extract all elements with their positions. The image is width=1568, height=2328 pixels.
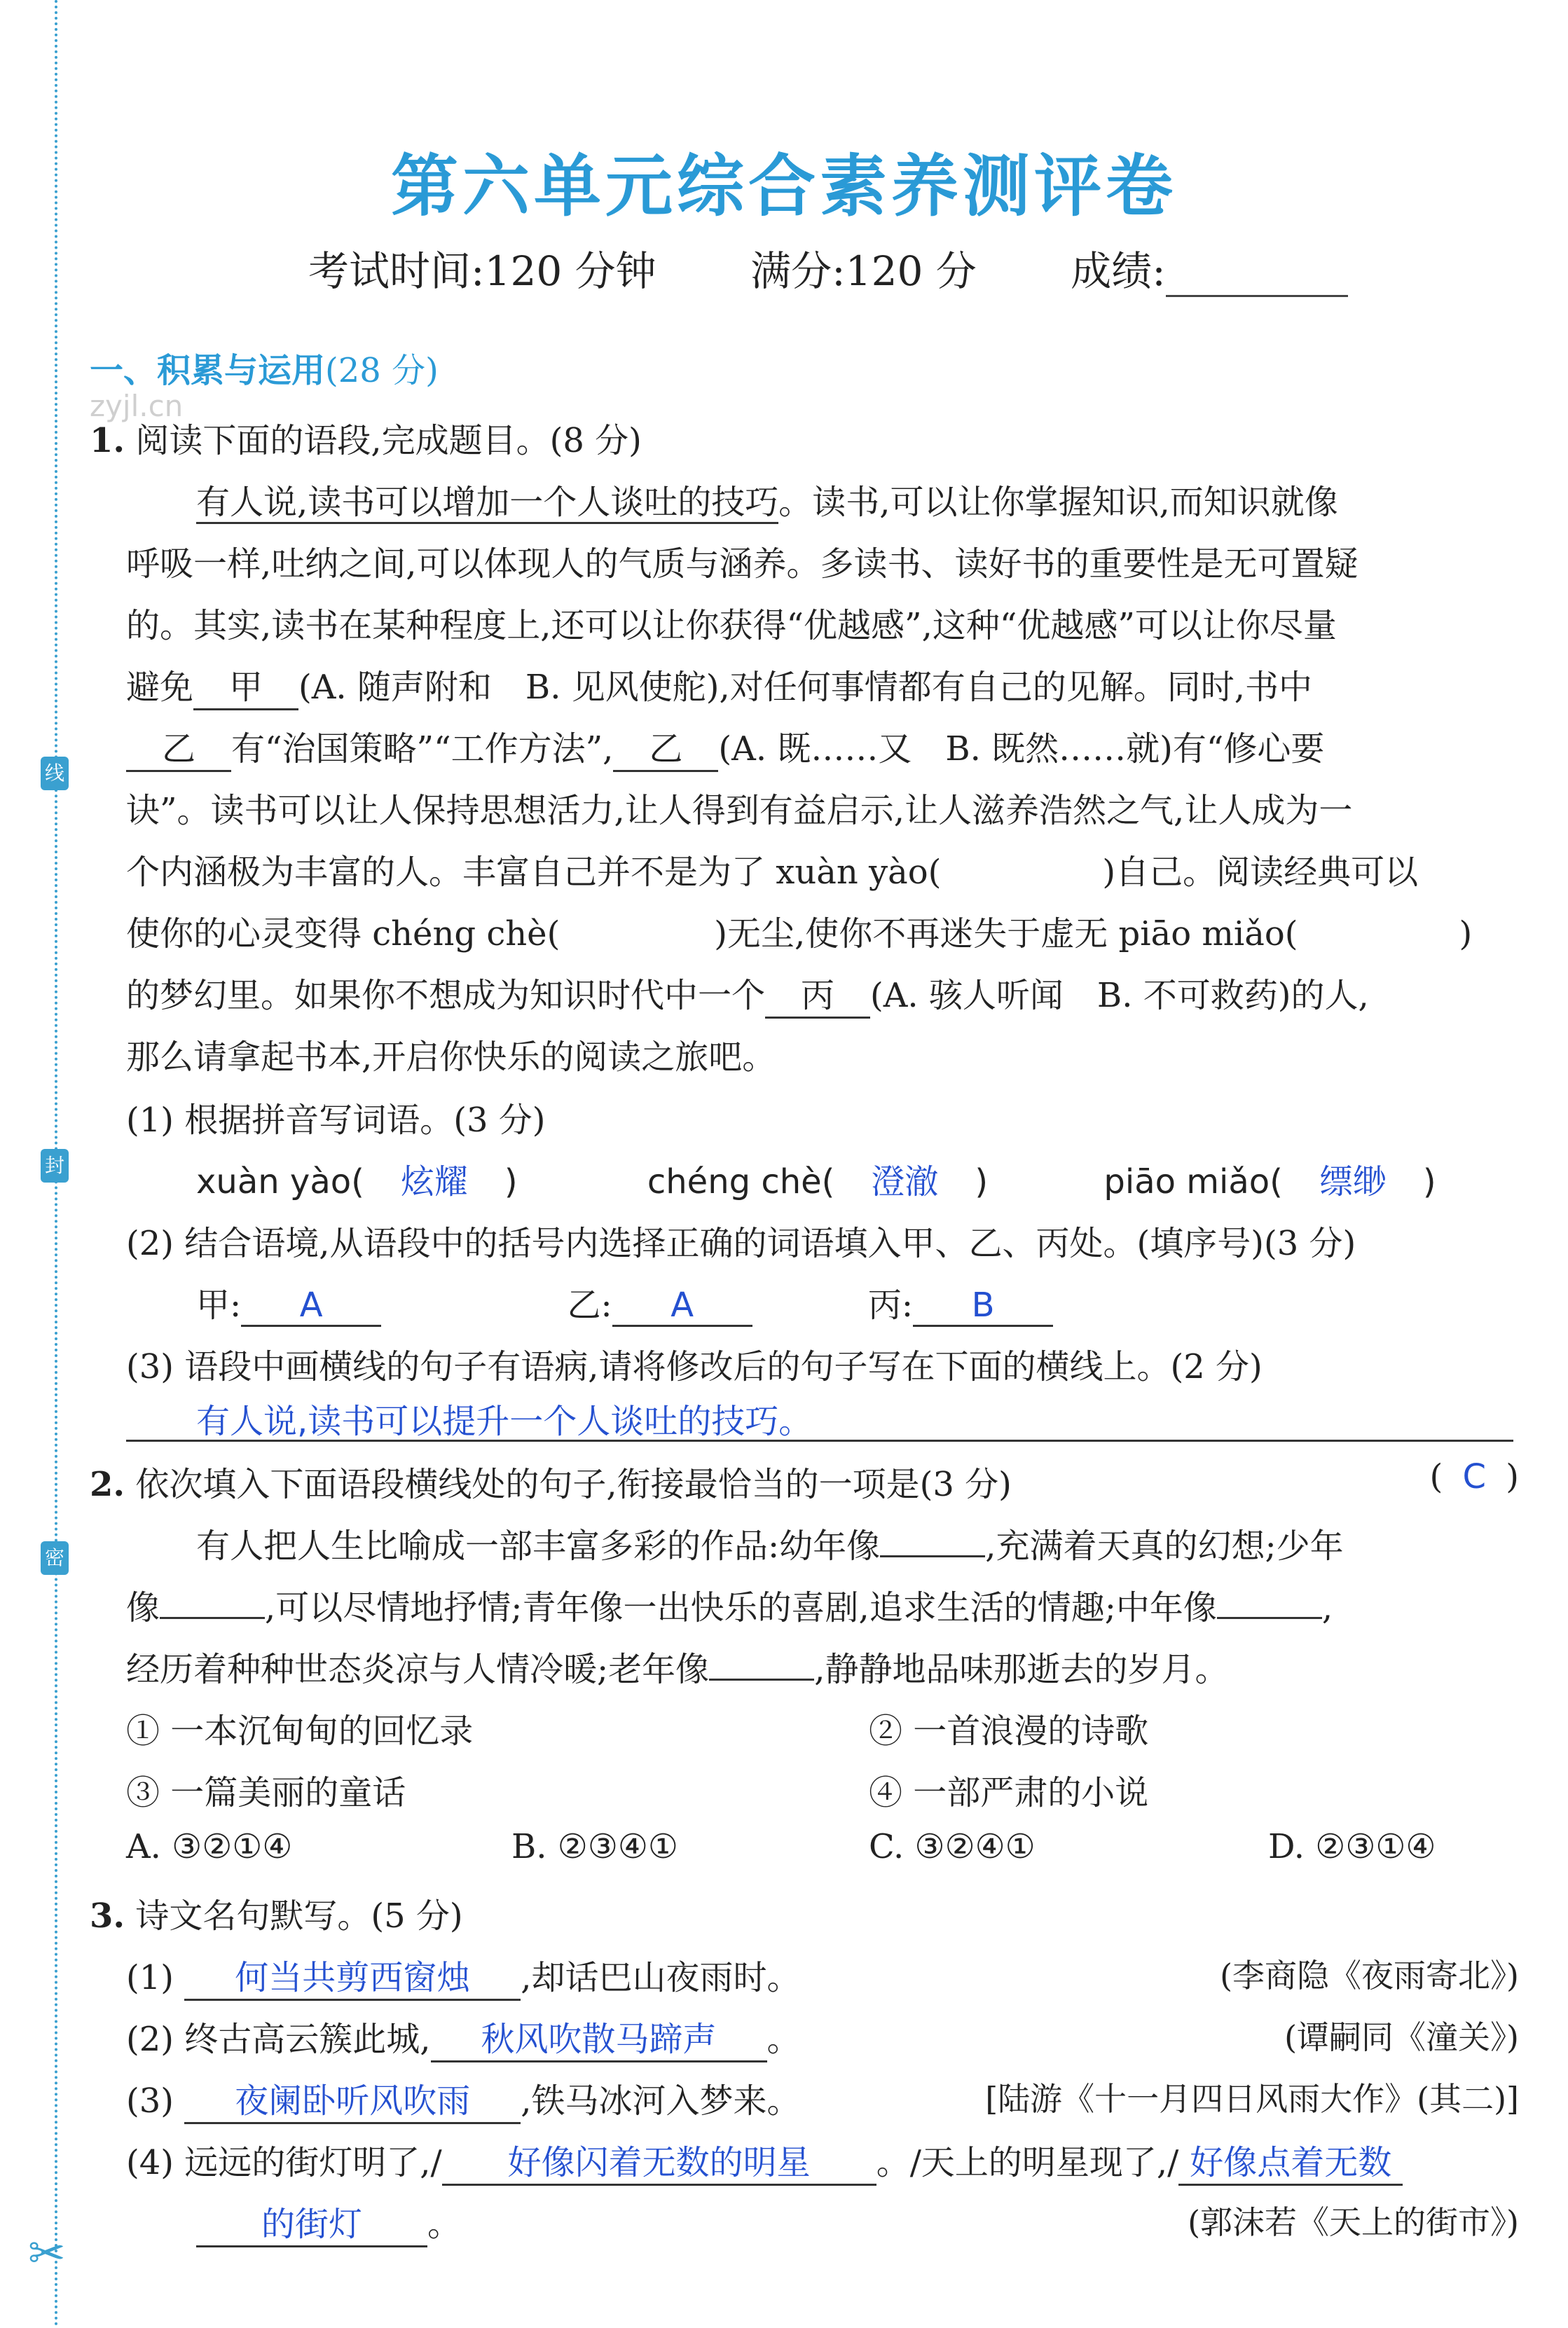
q2-answer-box [1430,1457,1519,1496]
q2-prompt-text: 依次填入下面语段横线处的句子,衔接最恰当的一项是(3 分) [135,1465,1012,1504]
scissors-icon: ✂ [28,2228,66,2280]
q2-choice-b[interactable]: B. ②③④① [511,1827,678,1866]
text: 。/天上的明星现了,/ [876,2143,1179,2182]
poem-source: (郭沫若《天上的街市》) [1188,2203,1519,2241]
text: 经历着种种世态炎凉与人情冷暖;老年像 [126,1650,710,1689]
text: ) [1422,1162,1436,1201]
text: ( [1429,1457,1443,1496]
q1-sub2-answers [196,1278,1519,1327]
q2-choice-a[interactable]: A. ③②①④ [126,1827,293,1866]
pinyin: piāo miǎo( [1103,1162,1283,1201]
q1-para-line [126,968,1519,1019]
blank[interactable] [880,1555,985,1557]
section-heading [90,343,439,392]
label: 乙: [567,1286,612,1325]
text: (A. 既……又 B. 既然……就)有“修心要 [718,729,1325,769]
q1-para-line [196,475,1519,523]
text: 的梦幻里。如果你不想成为知识时代中一个 [126,976,766,1015]
text: ,充满着天真的幻想;少年 [985,1527,1344,1566]
q1-para-line [126,722,1519,772]
poem-source: (谭嗣同《潼关》) [1284,2018,1519,2056]
answer-field[interactable]: 好像闪着无数的明星 [442,2135,876,2186]
answer-field[interactable]: 的街灯 [196,2197,427,2247]
text: ) [975,1162,989,1201]
answer-field[interactable]: A [241,1286,381,1327]
pinyin: xuàn yào( [196,1162,364,1201]
section-points: (28 分) [325,351,439,390]
margin-tag-feng: 封 [41,1149,69,1183]
text: (A. 随声附和 B. 见风使舵),对任何事情都有自己的见解。同时,书中 [298,668,1312,707]
text: (A. 骇人听闻 B. 不可救药)的人, [870,976,1369,1015]
exam-time: 考试时间:120 分钟 [308,247,656,295]
text: )自己。阅读经典可以 [1102,853,1419,892]
answer-field[interactable]: 好像点着无数 [1178,2135,1403,2186]
answer-field[interactable]: 缥缈 [1319,1162,1387,1201]
text: ,铁马冰河入梦来。 [521,2081,801,2121]
page-title: 第六单元综合素养测评卷 [391,146,1177,226]
text: ,静静地品味那逝去的岁月。 [814,1650,1229,1689]
text: 避免 [126,668,194,707]
watermark: zyjl.cn [90,389,184,423]
text: , [1321,1588,1333,1627]
text: 有人把人生比喻成一部丰富多彩的作品:幼年像 [196,1527,881,1566]
q1-number: 1. [90,421,125,460]
poem-source: (李商隐《夜雨寄北》) [1220,1957,1519,1995]
text: 使你的心灵变得 chéng chè( [126,914,561,953]
q1-para-line [126,660,1519,710]
q2-choice-d[interactable]: D. ②③①④ [1268,1827,1436,1866]
q1-para-line: 那么请拿起书本,开启你快乐的阅读之旅吧。 [126,1038,776,1077]
blank[interactable] [1217,1617,1322,1619]
q1-sub1-label: (1) 根据拼音写词语。(3 分) [126,1101,546,1140]
score-blank[interactable] [1166,260,1348,297]
q1-para-line: 诀”。读书可以让人保持思想活力,让人得到有益启示,让人滋养浩然之气,让人成为一 [126,791,1353,830]
q1-sub1-answers [196,1155,1519,1203]
answer-field[interactable]: B [913,1286,1053,1327]
text: 。 [766,2020,801,2059]
text: (1) [126,1958,174,1997]
q2-item: ② 一首浪漫的诗歌 [869,1711,1149,1751]
text: (2) 终古高云簇此城, [126,2020,431,2059]
q2-choice-c[interactable]: C. ③②④① [869,1827,1036,1866]
answer-field[interactable]: A [612,1286,752,1327]
text: ) [504,1162,518,1201]
poem-source: [陆游《十一月四日风雨大作》(其二)] [985,2080,1519,2118]
q2-answer[interactable]: C [1462,1457,1487,1496]
answer-field[interactable]: 何当共剪西窗烛 [184,1950,521,2001]
answer-field[interactable]: 夜阑卧听风吹雨 [184,2074,521,2124]
text: (3) [126,2081,174,2121]
q3-prompt [90,1889,1519,1937]
blank[interactable] [709,1679,814,1681]
margin-tag-mi: 密 [41,1541,69,1575]
pinyin: chéng chè( [647,1162,835,1201]
q2-para-line [196,1519,1519,1567]
answer-field[interactable]: 炫耀 [400,1162,468,1201]
exam-score-label: 成绩: [1071,247,1166,295]
q1-sub3-answer[interactable]: 有人说,读书可以提升一个人谈吐的技巧。 [196,1402,813,1441]
answer-line [126,1440,1513,1442]
text: ) [1459,914,1473,953]
exam-full-score: 满分:120 分 [750,247,977,295]
q1-para-line: 的。其实,读书在某种程度上,还可以让你获得“优越感”,这种“优越感”可以让你尽量 [126,606,1337,645]
q2-prompt [90,1457,1519,1506]
q2-number: 2. [90,1465,125,1504]
answer-field[interactable]: 澄澈 [871,1162,939,1201]
blank-yi-1[interactable]: 乙 [126,722,231,772]
q2-item: ① 一本沉甸甸的回忆录 [126,1711,474,1751]
blank-jia[interactable]: 甲 [193,660,298,710]
text: ,却话巴山夜雨时。 [521,1958,801,1997]
q2-para-line [126,1580,1519,1629]
label: 丙: [867,1286,914,1325]
blank-bing[interactable]: 丙 [765,968,870,1019]
blank-yi-2[interactable]: 乙 [613,722,718,772]
text: 。 [427,2205,462,2244]
q3-line-4 [126,2135,1519,2186]
section-label: 一、积累与运用 [90,351,326,390]
q1-prompt-text: 阅读下面的语段,完成题目。(8 分) [135,421,642,460]
q1-sub2-label: (2) 结合语境,从语段中的括号内选择正确的词语填入甲、乙、丙处。(填序号)(3 分) [126,1224,1356,1263]
text: ,可以尽情地抒情;青年像一出快乐的喜剧,追求生活的情趣;中年像 [265,1588,1217,1627]
text: )无尘,使你不再迷失于虚无 piāo miǎo( [714,914,1298,953]
underlined-sentence: 有人说,读书可以增加一个人谈吐的技巧 [196,483,778,524]
q1-prompt [90,413,1519,462]
text: ) [1506,1457,1519,1496]
q2-item: ③ 一篇美丽的童话 [126,1773,406,1812]
text: (4) 远远的街灯明了,/ [126,2143,442,2182]
q3-prompt-text: 诗文名句默写。(5 分) [135,1896,463,1936]
answer-field[interactable]: 秋风吹散马蹄声 [431,2012,767,2062]
blank[interactable] [160,1617,265,1619]
text: 有“治国策略”“工作方法”, [231,729,614,769]
exam-info [308,238,1348,297]
q1-para-line [126,845,1519,893]
q3-number: 3. [90,1896,125,1936]
q2-para-line [126,1642,1519,1690]
q1-para-line [126,907,1519,955]
text: 。读书,可以让你掌握知识,而知识就像 [778,483,1338,522]
q1-sub3-label: (3) 语段中画横线的句子有语病,请将修改后的句子写在下面的横线上。(2 分) [126,1347,1263,1386]
text: 像 [126,1588,160,1627]
q2-item: ④ 一部严肃的小说 [869,1773,1149,1812]
q1-para-line: 呼吸一样,吐纳之间,可以体现人的气质与涵养。多读书、读好书的重要性是无可置疑 [126,544,1359,584]
text: 个内涵极为丰富的人。丰富自己并不是为了 xuàn yào( [126,853,942,892]
label: 甲: [196,1286,242,1325]
margin-tag-xian: 线 [41,757,69,790]
